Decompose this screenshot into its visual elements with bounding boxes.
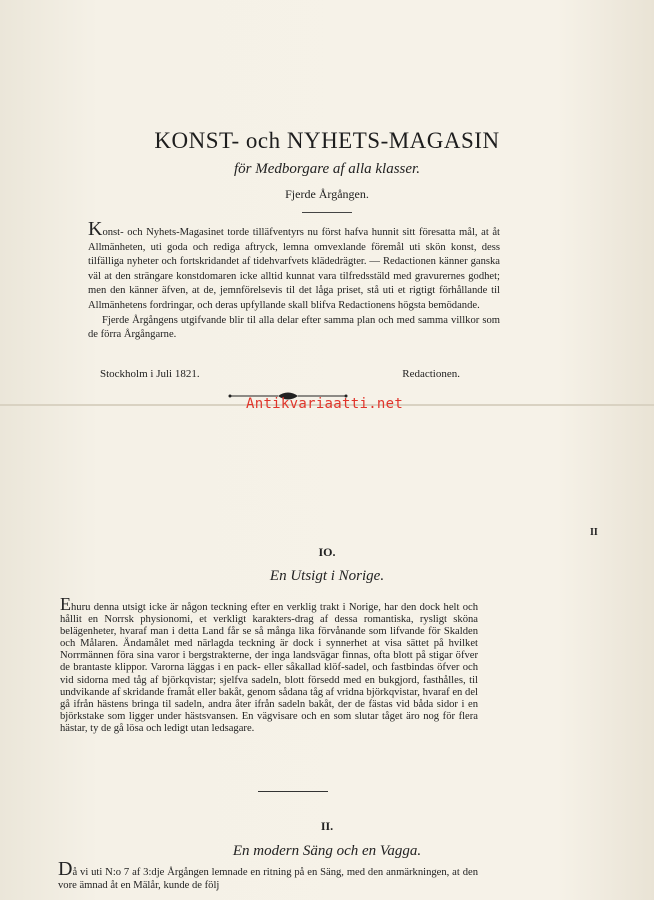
watermark: Antikvariaatti.net [246,396,404,412]
volume-label: Fjerde Årgången. [285,187,369,201]
section-separator [258,791,328,792]
magazine-subtitle: för Medborgare af alla klasser. [234,161,420,177]
intro-dropcap: K [88,218,103,240]
place-date: Stockholm i Juli 1821. [100,368,200,380]
section-10-text: huru denna utsigt icke är någon teckning efter en verklig trakt i Norige, har den dock helt och hållit en Norrsk physionomi, et verkligt karakters-drag af dessa romantiska, rysligt sköna belägenheter, hvaraf man i detta Land får se så många lika förvånande som lifvande för Skalden och Målaren. Ändamålet med närlagda teckning är dock i synnerhet at visa sättet på hvilket Norrmännen föra sina varor i bergstrakterne, der inga landsvägar finnas, ofta blott på stigar öfver de brantaste klippor. Varorna läggas i en pack- eller såkallad klöf-sadel, och fastbindas öfver och vid sidorna med tåg af björkqvistar; sjelfva sadeln, blott försedd med en bukgjord, fasthålles, til undvikande af skridande framåt eller bakåt, genom sådana tåg af vridna björkqvistar, hvaraf en del gå ifrån hästens bringa til sadeln, andra åter ifrån sadeln bakåt, der de fästas vid båda sidor i en björkstake som ligger under hästsvansen. En vägvisare och en som slutar tåget äro nog för flera hästar, ty de gå lösa och ledigt utan ledsagare. [60,602,478,734]
signoff [100,368,460,380]
section-11-dropcap: D [58,858,73,880]
section-11-title: En modern Säng och en Vagga. [232,843,422,859]
section-10-dropcap: E [60,594,71,614]
section-10-body [60,594,478,735]
section-11-number: II. [320,819,334,833]
section-11-text: å vi uti N:o 7 af 3:dje Årgången lemnade en ritning på en Säng, med den anmärkningen, at den vore ämnad åt en Mälår, kunde de följ [58,867,478,891]
section-10-title: En Utsigt i Norige. [269,568,385,584]
intro-paragraph-1 [88,218,500,314]
section-11-body [58,858,478,892]
section-10-number: IO. [318,545,336,559]
intro-paragraph-1-text: onst- och Nyhets-Magasinet torde tilläfventyrs nu först hafva hunnit sitt föresatta mål, at åt Allmänheten, uti goda och rediga aftryck, lemna omvexlande föremål uti skön konst, dess tilfälliga nyheter och fortskridandet af tidehvarfvets klädedrägter. — Redactionen känner ganska väl at den strängare konstdomaren icke alltid kunnat vara tilfredsstäld med gravurernes godhet; men den känner äfven, at de, jemnförelsevis til det låga priset, stå uti et rigtigt förhållande til Allmänhetens fordringar, och deras upfyllande skall blifva Redactionens högsta bemödande. [88,227,500,311]
intro-notice [88,218,500,343]
magazine-title: KONST- och NYHETS-MAGASIN [154,128,500,153]
intro-paragraph-2: Fjerde Årgångens utgifvande blir til alla delar efter samma plan och med samma villkor som de förra Årgångarne. [88,314,500,341]
title-rule [302,212,352,213]
page-number: II [590,527,598,538]
signature: Redactionen. [402,368,460,380]
